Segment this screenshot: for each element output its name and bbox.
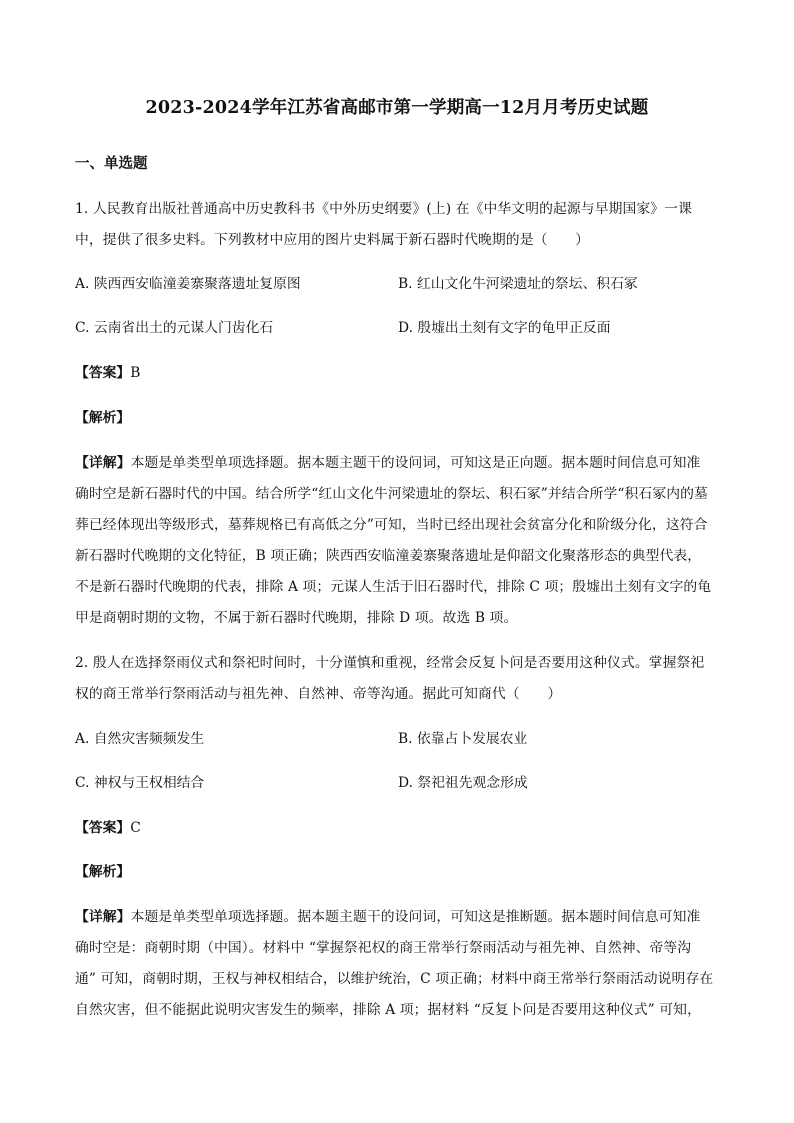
question-1-option-a: A. 陕西西安临潼姜寨聚落遗址复原图 [75, 276, 301, 292]
answer-value: B [130, 365, 141, 381]
question-1-analysis-line-4: 新石器时代晚期的文化特征，B 项正确；陕西西安临潼姜寨聚落遗址是仰韶文化聚落形态的典型代表， [75, 548, 702, 564]
question-1-analysis-line-3: 葬已经体现出等级形式，墓葬规格已有高低之分”可知，当时已经出现社会贫富分化和阶级分化，这符合 [75, 517, 708, 533]
analysis-text: 本题是单类型单项选择题。据本题主题干的设问词，可知这是正向题。据本题时间信息可知准 [130, 455, 701, 471]
section-heading: 一、单选题 [75, 155, 148, 172]
question-2-answer [75, 818, 141, 838]
question-1-stem-line-1: 1. 人民教育出版社普通高中历史教科书《中外历史纲要》(上) 在《中华文明的起源与早期国家》一课 [75, 201, 692, 217]
answer-label: 【答案】 [75, 820, 131, 836]
answer-label: 【答案】 [75, 365, 131, 381]
question-2-option-a: A. 自然灾害频频发生 [75, 731, 205, 747]
question-2-option-c: C. 神权与王权相结合 [75, 775, 205, 791]
question-2-option-b: B. 依靠占卜发展农业 [398, 731, 528, 747]
question-2-stem-line-1: 2. 殷人在选择祭雨仪式和祭祀时间时，十分谨慎和重视，经常会反复卜问是否要用这种仪式。掌握祭祀 [75, 655, 705, 671]
detail-label: 【详解】 [75, 455, 131, 471]
question-1-option-d: D. 殷墟出土刻有文字的龟甲正反面 [398, 320, 611, 336]
question-1-option-c: C. 云南省出土的元谋人门齿化石 [75, 320, 274, 336]
question-2-analysis-line-2: 确时空是：商朝时期（中国）。材料中 “掌握祭祀权的商王常举行祭雨活动与祖先神、自然神、帝等沟 [75, 940, 692, 956]
answer-value: C [130, 820, 141, 836]
question-1-stem-line-2: 中，提供了很多史料。下列教材中应用的图片史料属于新石器时代晚期的是（ ） [75, 232, 590, 248]
question-1-analysis-line-6: 甲是商朝时期的文物，不属于新石器时代晚期，排除 D 项。故选 B 项。 [75, 610, 518, 626]
question-2-analysis-line-1 [75, 907, 725, 927]
question-1-option-b: B. 红山文化牛河梁遗址的祭坛、积石冢 [398, 276, 638, 292]
question-1-analysis-label: 【解析】 [75, 410, 131, 426]
question-2-option-d: D. 祭祀祖先观念形成 [398, 775, 528, 791]
question-2-analysis-line-4: 自然灾害，但不能据此说明灾害发生的频率，排除 A 项；据材料 “反复卜问是否要用这种仪式” 可知， [75, 1002, 701, 1018]
question-2-analysis-line-3: 通” 可知，商朝时期，王权与神权相结合，以维护统治，C 项正确；材料中商王常举行祭雨活动说明存在 [75, 971, 714, 987]
detail-label: 【详解】 [75, 909, 131, 925]
question-1-analysis-line-2: 确时空是新石器时代的中国。结合所学“红山文化牛河梁遗址的祭坛、积石冢”并结合所学“积石冢内的墓 [75, 486, 708, 502]
question-1-answer [75, 363, 140, 383]
analysis-text: 本题是单类型单项选择题。据本题主题干的设问词，可知这是推断题。据本题时间信息可知准 [130, 909, 701, 925]
question-2-analysis-label: 【解析】 [75, 864, 131, 880]
document-title: 2023-2024学年江苏省高邮市第一学期高一12月月考历史试题 [145, 98, 649, 118]
question-1-analysis-line-1 [75, 453, 725, 473]
question-1-analysis-line-5: 不是新石器时代晚期的代表，排除 A 项；元谋人生活于旧石器时代，排除 C 项；殷墟出土刻有文字的龟 [75, 579, 712, 595]
question-2-stem-line-2: 权的商王常举行祭雨活动与祖先神、自然神、帝等沟通。据此可知商代（ ） [75, 686, 562, 702]
